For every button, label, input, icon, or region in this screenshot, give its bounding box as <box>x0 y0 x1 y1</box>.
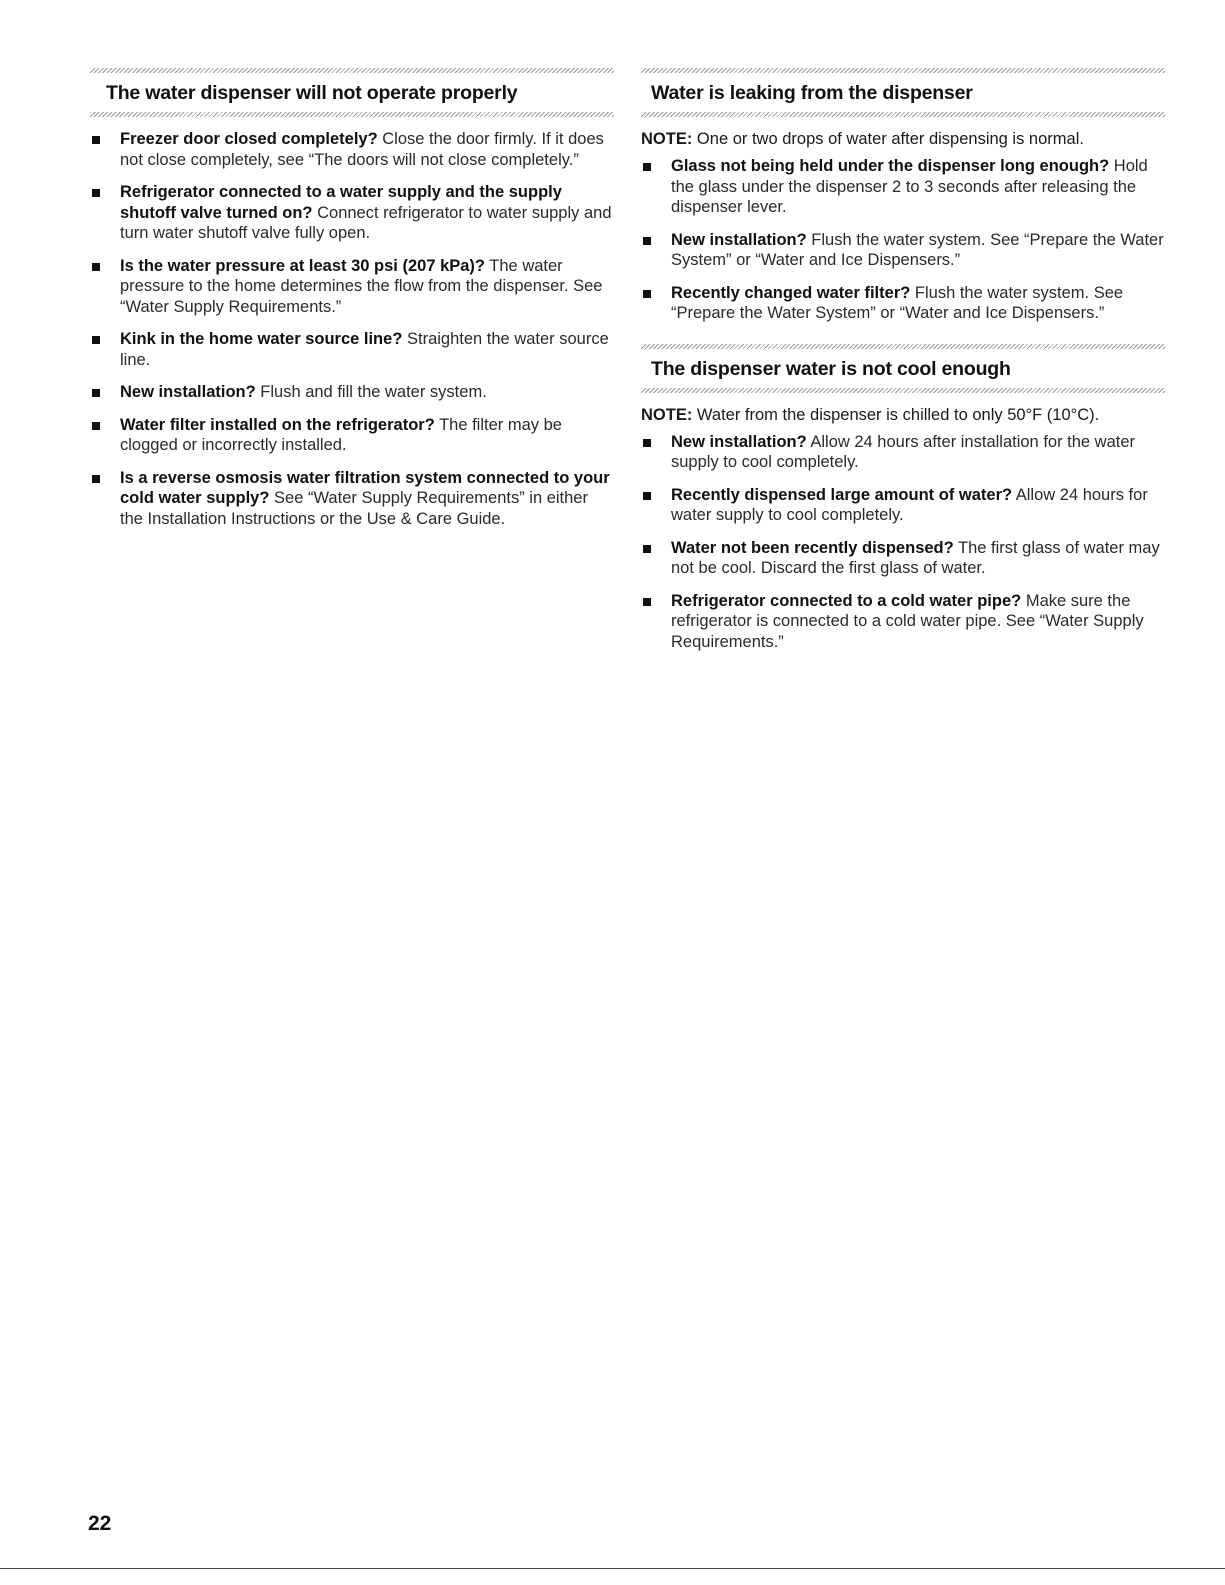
square-bullet-icon <box>92 422 100 430</box>
list-item <box>90 256 614 318</box>
square-bullet-icon <box>643 598 651 606</box>
right-column <box>641 68 1165 664</box>
list-item <box>641 156 1165 218</box>
section-title-dispenser-not-operate: The water dispenser will not operate properly <box>106 82 518 104</box>
list-item <box>641 485 1165 526</box>
square-bullet-icon <box>643 439 651 447</box>
answer-text: Allow 24 hours after installation for the water supply to cool completely. <box>671 432 1136 471</box>
troubleshoot-list <box>641 156 1165 324</box>
answer-text: Flush and fill the water system. <box>255 383 487 401</box>
question-text: Water filter installed on the refrigerator? <box>120 415 435 434</box>
answer-text: Hold the glass under the dispenser 2 to 3 seconds after releasing the dispenser lever. <box>671 157 1148 216</box>
list-item <box>641 432 1165 473</box>
list-item <box>90 382 614 403</box>
question-text: New installation? <box>120 383 256 401</box>
answer-text: See “Water Supply Requirements” in either the Installation Instructions or the Use & Care Guide. <box>120 489 588 528</box>
question-text: Freezer door closed completely? <box>120 130 378 148</box>
list-item <box>641 538 1165 579</box>
section-title-not-cool: The dispenser water is not cool enough <box>651 357 1011 380</box>
list-item <box>90 329 614 370</box>
section-top-rule <box>641 68 1165 73</box>
list-item <box>90 182 614 244</box>
square-bullet-icon <box>92 189 100 197</box>
square-bullet-icon <box>92 389 100 397</box>
page-bottom-rule <box>0 1568 1225 1569</box>
question-text: Glass not being held under the dispenser long enough? <box>671 157 1110 175</box>
note-label: NOTE: <box>641 405 693 424</box>
note-paragraph <box>641 405 1165 426</box>
question-text: Is the water pressure at least 30 psi (207 kPa)? <box>120 256 486 275</box>
square-bullet-icon <box>92 263 100 271</box>
answer-text: Close the door firmly. If it does not close completely, see “The doors will not close completely.” <box>120 130 604 169</box>
answer-text: Connect refrigerator to water supply and turn water shutoff valve fully open. <box>120 203 612 242</box>
answer-text: Straighten the water source line. <box>120 330 609 369</box>
square-bullet-icon <box>643 545 651 553</box>
list-item <box>641 591 1165 653</box>
section-top-rule <box>641 344 1165 349</box>
square-bullet-icon <box>643 290 651 298</box>
troubleshoot-list <box>90 129 614 529</box>
square-bullet-icon <box>643 237 651 245</box>
list-item <box>641 283 1165 324</box>
answer-text: Make sure the refrigerator is connected to a cold water pipe. See “Water Supply Requirements.” <box>671 591 1144 651</box>
square-bullet-icon <box>92 475 100 483</box>
note-text: Water from the dispenser is chilled to only 50°F (10°C). <box>692 405 1100 424</box>
question-text: New installation? <box>671 432 807 451</box>
question-text: Recently dispensed large amount of water? <box>671 485 1013 504</box>
left-column <box>90 68 614 541</box>
question-text: Water not been recently dispensed? <box>671 538 954 557</box>
question-text: Recently changed water filter? <box>671 283 911 302</box>
square-bullet-icon <box>643 492 651 500</box>
question-text: New installation? <box>671 230 807 249</box>
page-number: 22 <box>88 1512 112 1535</box>
question-text: Is a reverse osmosis water filtration system connected to your cold water supply? <box>120 468 610 507</box>
question-text: Refrigerator connected to a cold water pipe? <box>671 591 1022 610</box>
note-paragraph <box>641 129 1165 150</box>
answer-text: The water pressure to the home determines the flow from the dispenser. See “Water Supply Requirements.” <box>120 256 603 316</box>
list-item <box>90 415 614 456</box>
section-top-rule <box>90 68 614 73</box>
note-text: One or two drops of water after dispensing is normal. <box>692 130 1084 148</box>
list-item <box>90 468 614 530</box>
answer-text: The first glass of water may not be cool. Discard the first glass of water. <box>671 538 1160 577</box>
square-bullet-icon <box>92 136 100 144</box>
question-text: Refrigerator connected to a water supply and the supply shutoff valve turned on? <box>120 183 562 222</box>
answer-text: Flush the water system. See “Prepare the Water System” or “Water and Ice Dispensers.” <box>671 230 1164 269</box>
square-bullet-icon <box>92 336 100 344</box>
answer-text: The filter may be clogged or incorrectly installed. <box>120 415 562 454</box>
note-label: NOTE: <box>641 130 693 148</box>
list-item <box>90 129 614 170</box>
list-item <box>641 230 1165 271</box>
troubleshoot-list <box>641 432 1165 653</box>
answer-text: Flush the water system. See “Prepare the Water System” or “Water and Ice Dispensers.” <box>671 283 1124 322</box>
question-text: Kink in the home water source line? <box>120 330 403 348</box>
answer-text: Allow 24 hours for water supply to cool completely. <box>671 485 1148 524</box>
square-bullet-icon <box>643 163 651 171</box>
section-title-leaking: Water is leaking from the dispenser <box>651 82 973 104</box>
